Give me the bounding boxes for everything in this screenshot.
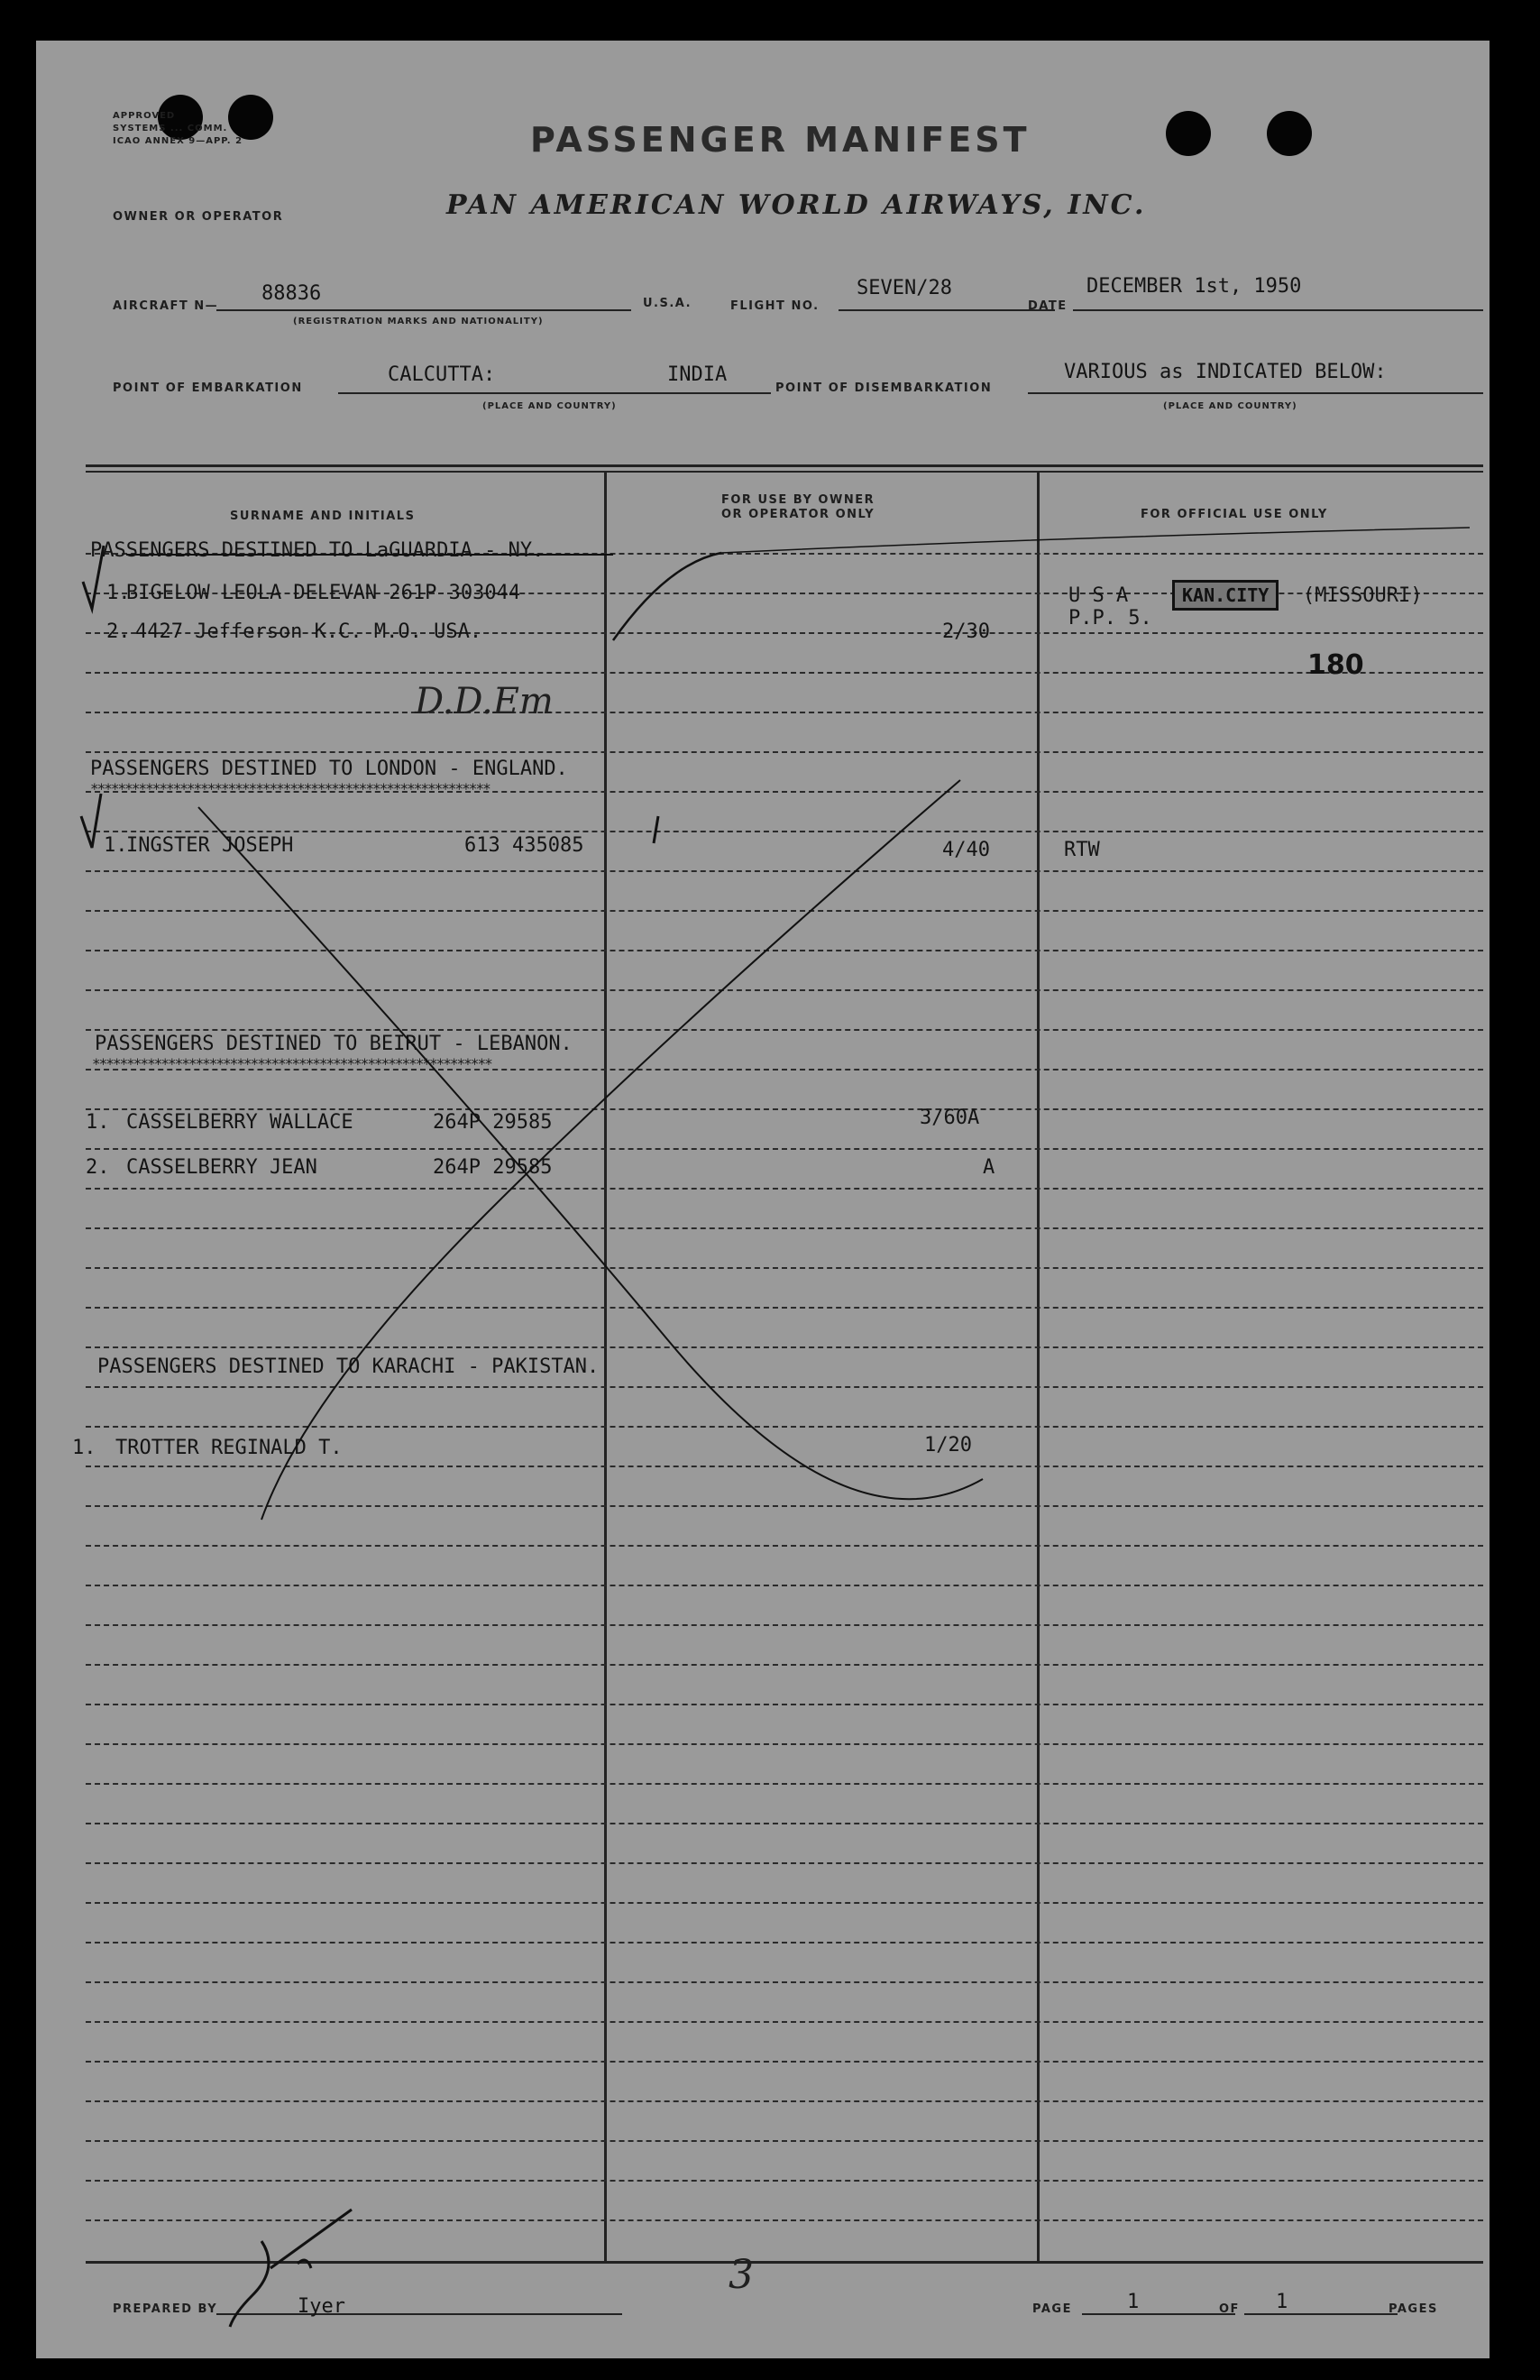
embark-country: INDIA [667,363,728,386]
passenger-no: 1. [72,1437,96,1459]
date-label: DATE [1028,299,1068,313]
passenger-no: 2. [86,1156,110,1179]
manifest-sheet [36,41,1490,2358]
passport-no: 613 435085 [464,834,584,857]
official-pp: P.P. 5. [1068,607,1152,629]
page-value: 1 [1127,2291,1140,2313]
passenger-name: INGSTER JOSEPH [126,834,294,857]
form-title: PASSENGER MANIFEST [530,120,1031,160]
col-owner-header-2: OR OPERATOR ONLY [721,508,875,521]
check-mark [83,546,104,609]
group-heading-london: PASSENGERS DESTINED TO LONDON - ENGLAND. [90,758,568,780]
prepared-label: PREPARED BY [113,2302,218,2316]
check-mark [81,794,101,848]
asterisk-underline: ********************************************************** [90,780,490,797]
city-stamp: KAN.CITY [1172,580,1279,611]
official-number: 180 [1307,649,1364,681]
disembark-value: VARIOUS as INDICATED BELOW: [1064,361,1387,383]
passenger-name: BIGELOW LEOLA DELEVAN 261P 303044 [126,582,521,604]
passenger-address: 4427 Jefferson K.C. M.O. USA. [135,620,482,643]
passport-no: 264P 29585 [433,1111,553,1134]
place-caption-2: (PLACE AND COUNTRY) [1163,401,1297,411]
pen-marks [36,41,1490,2358]
approval-line-3: ICAO ANNEX 9—APP. 2 [113,136,243,146]
pages-label: PAGES [1389,2302,1438,2316]
airline-name: PAN AMERICAN WORLD AIRWAYS, INC. [446,189,1147,221]
slash-mark [613,553,721,640]
passenger-name: CASSELBERRY WALLACE [126,1111,353,1134]
passenger-no: 1. [106,582,131,604]
registration-caption: (REGISTRATION MARKS AND NATIONALITY) [293,317,544,326]
owner-code: 4/40 [942,839,990,861]
embark-city: CALCUTTA: [388,363,496,386]
handwritten-initials: D.D.Em [415,681,554,722]
aircraft-label: AIRCRAFT N— [113,299,219,313]
official-note: RTW [1064,839,1100,861]
group-heading-karachi: PASSENGERS DESTINED TO KARACHI - PAKISTAN. [97,1355,600,1378]
approval-line-1: APPROVED [113,111,176,121]
official-state: (MISSOURI) [1303,584,1423,607]
official-country: U S A [1068,584,1129,607]
group-heading-beirut: PASSENGERS DESTINED TO BEIRUT - LEBANON. [95,1033,573,1055]
tick-mark [654,816,658,843]
passenger-no: 2. [106,620,131,643]
of-value: 1 [1276,2291,1288,2313]
approval-line-2: SYSTEMS ... COMM. [113,124,228,133]
page-label: PAGE [1032,2302,1072,2316]
prepared-value: Iyer [298,2295,345,2318]
disembark-label: POINT OF DISEMBARKATION [775,381,993,395]
passport-no: 264P 29585 [433,1156,553,1179]
passenger-no: 1. [86,1111,110,1134]
col-surname-header: SURNAME AND INITIALS [230,510,416,523]
signature [230,2210,352,2327]
passenger-no: 1. [104,834,128,857]
owner-code: 1/20 [924,1434,972,1456]
passenger-name: CASSELBERRY JEAN [126,1156,317,1179]
cross-mark [261,780,960,1520]
col-owner-header-1: FOR USE BY OWNER [721,493,875,507]
passenger-name: TROTTER REGINALD T. [115,1437,343,1459]
cross-mark [198,807,983,1499]
aircraft-value: 88836 [261,282,322,305]
flight-value: SEVEN/28 [857,277,952,299]
owner-code: 2/30 [942,620,990,643]
flight-label: FLIGHT NO. [730,299,820,313]
col-official-header: FOR OFFICIAL USE ONLY [1141,508,1328,521]
group-heading-laguardia: PASSENGERS DESTINED TO LaGUARDIA - NY. [90,539,545,562]
usa-label: U.S.A. [643,297,692,310]
swoosh-line [721,528,1470,553]
owner-label: OWNER OR OPERATOR [113,210,284,224]
owner-code: 3/60A [920,1107,980,1129]
place-caption: (PLACE AND COUNTRY) [482,401,617,411]
of-label: OF [1219,2302,1240,2316]
handwritten-page-number: 3 [729,2252,754,2298]
asterisk-underline: ********************************************************** [92,1055,491,1072]
embark-label: POINT OF EMBARKATION [113,381,303,395]
owner-code: A [983,1156,995,1179]
date-value: DECEMBER 1st, 1950 [1086,275,1302,298]
